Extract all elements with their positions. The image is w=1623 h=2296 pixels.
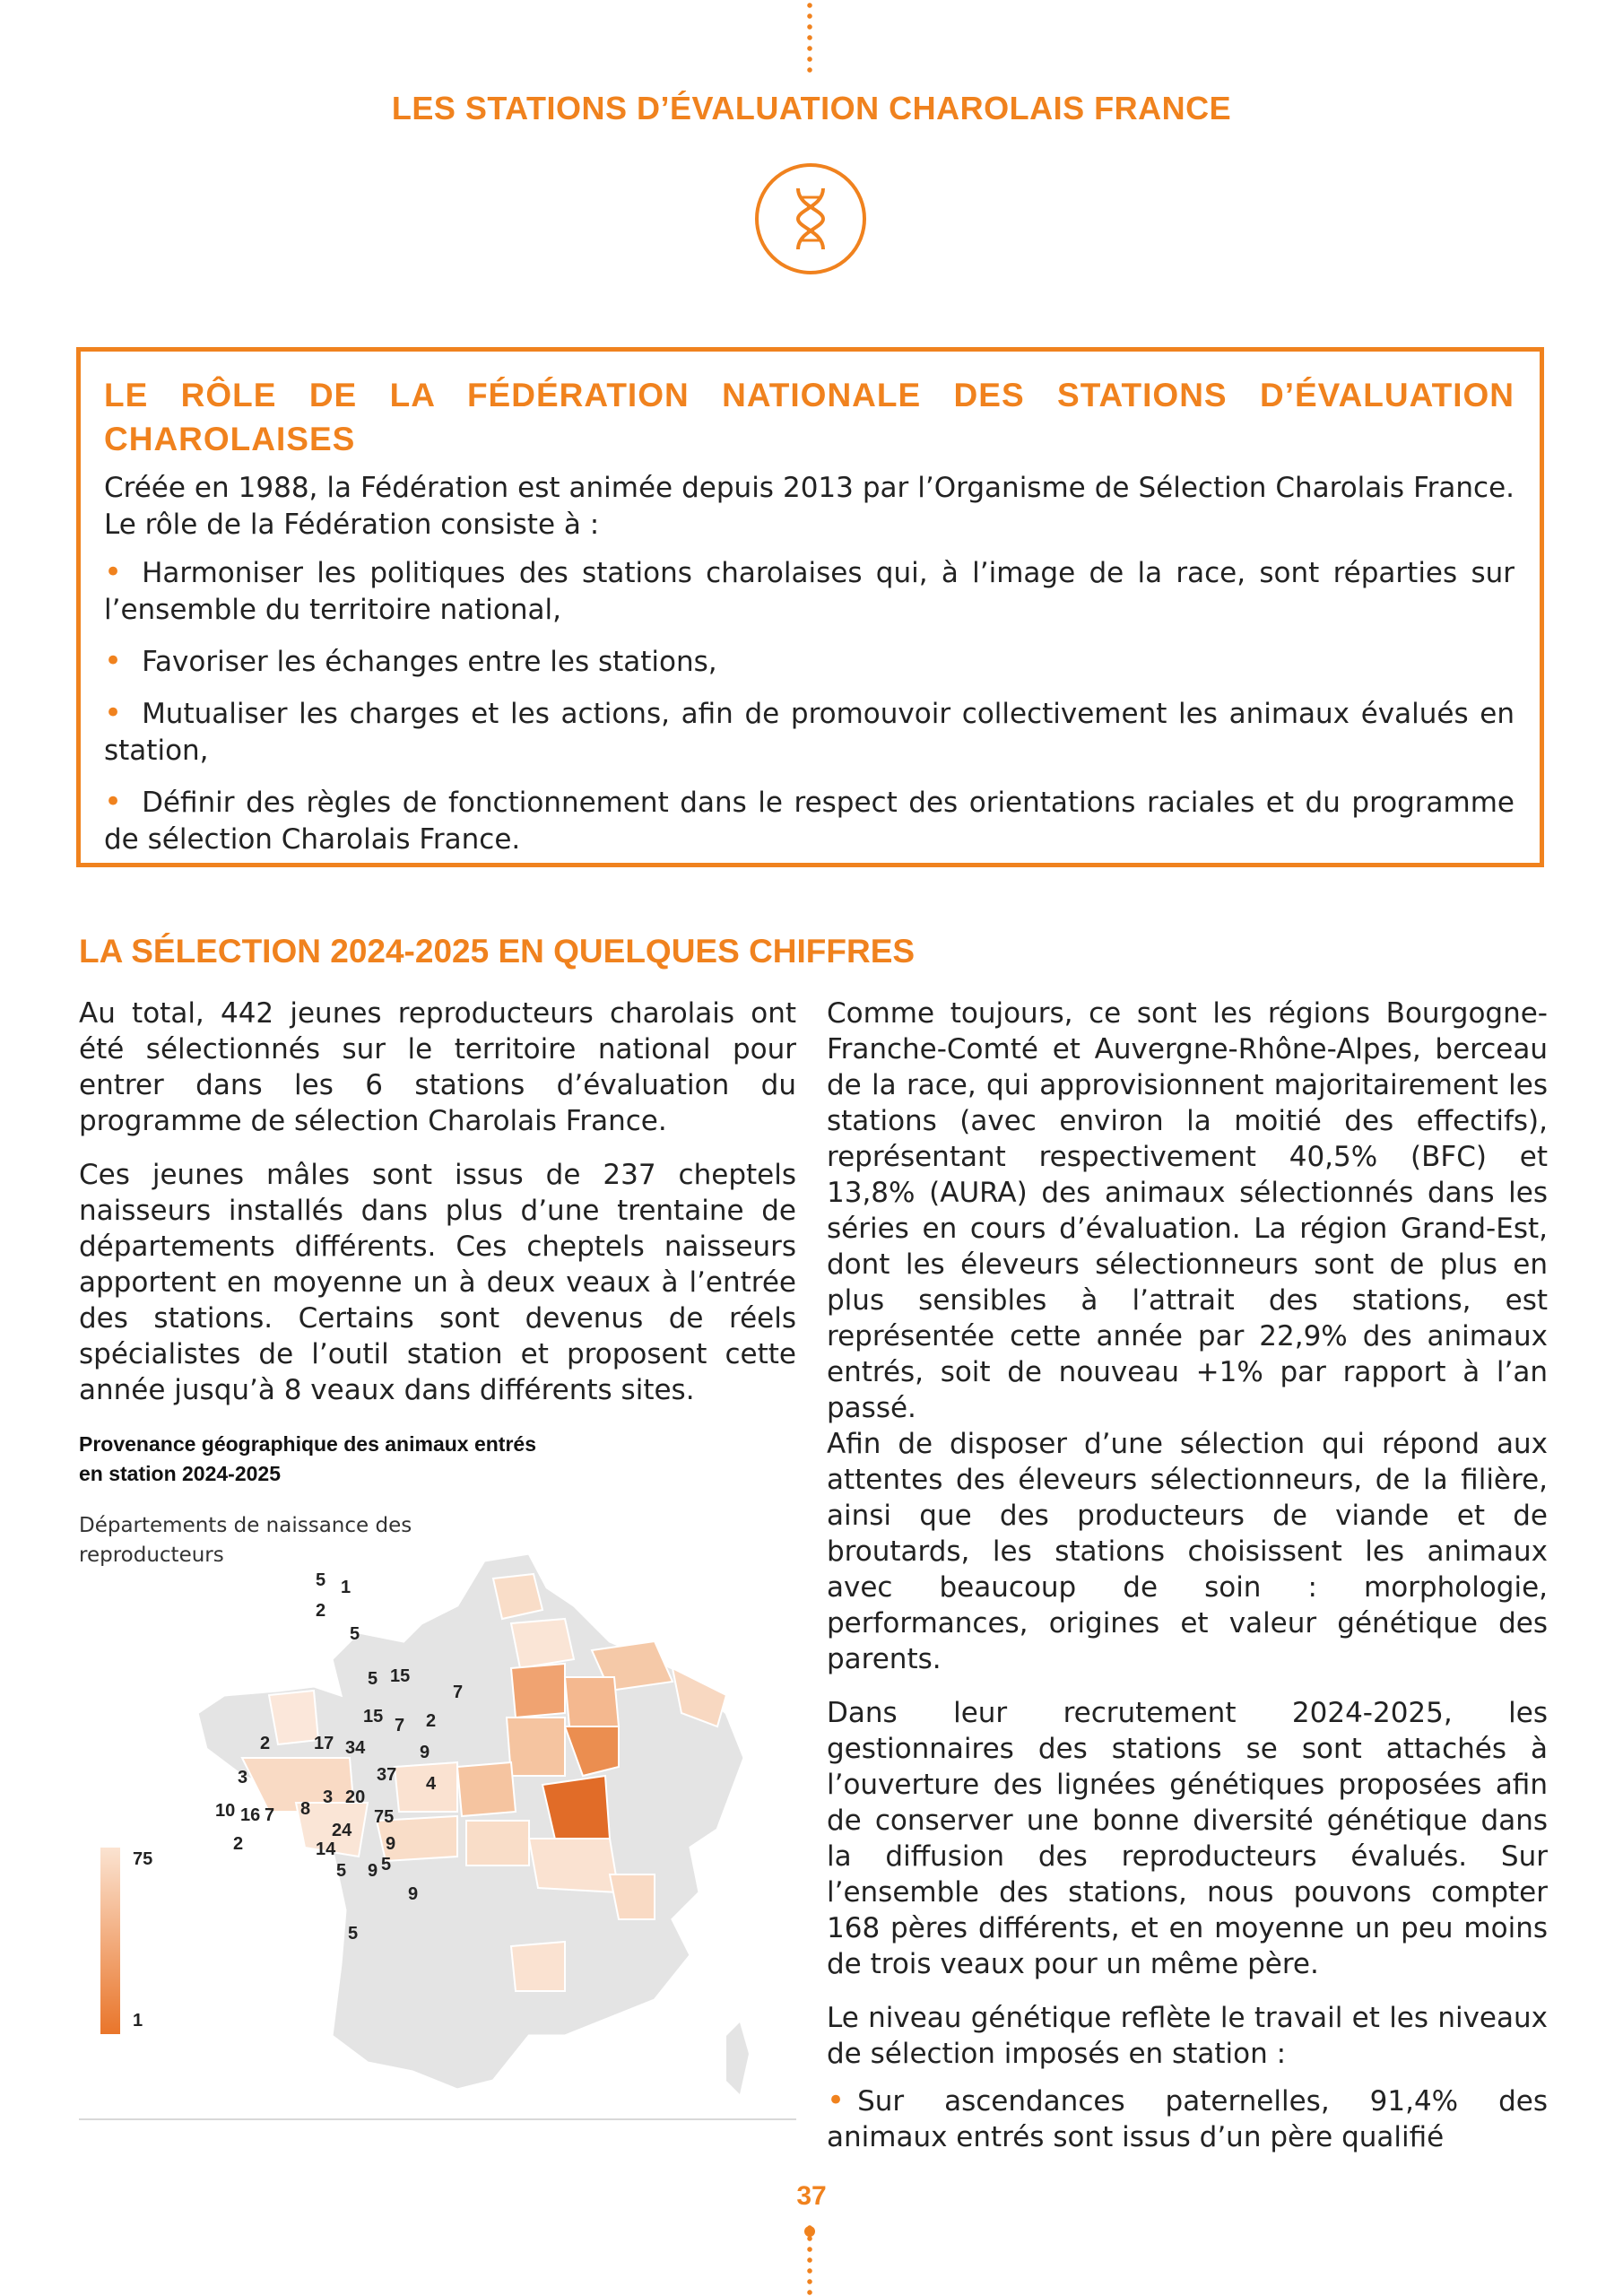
map-value: 10 [215, 1801, 236, 1821]
page-header-title: LES STATIONS D’ÉVALUATION CHAROLAIS FRANCE [391, 90, 1232, 126]
map-value: 5 [381, 1855, 392, 1874]
role-bullet-list [104, 554, 1515, 858]
department-region [610, 1874, 655, 1919]
department-region [511, 1619, 574, 1668]
list-item [104, 695, 1515, 770]
role-title: LE RÔLE DE LA FÉDÉRATION NATIONALE DES STATIONS D’ÉVALUATION CHAROLAISES [104, 377, 1515, 457]
map-value: 8 [300, 1799, 311, 1819]
selection-left-column [79, 996, 796, 1426]
selection-title: LA SÉLECTION 2024-2025 EN QUELQUES CHIFFRES [79, 933, 916, 970]
department-region [493, 1574, 542, 1619]
map-value: 2 [260, 1734, 271, 1753]
paragraph: Dans leur recrutement 2024-2025, les gestionnaires des stations se sont attachés à l’ouverture des lignées génétiques proposées afin de conserver une bonne diversité génétique dans la diffusion des reproducteurs évalués. Sur l’ensemble des stations, nous pouvons compter 168 pères différents, et en moyenne un peu moins de trois veaux pour un même père. [827, 1697, 1548, 1980]
role-bullet-text: Définir des règles de fonctionnement dans le respect des orientations raciales et du programme de sélection Charolais France. [104, 787, 1515, 856]
map-value: 24 [332, 1821, 352, 1840]
map-value: 9 [408, 1884, 419, 1904]
map-value: 5 [336, 1861, 347, 1881]
list-item [104, 554, 1515, 629]
map-value: 2 [233, 1834, 244, 1854]
map-value: 3 [323, 1787, 334, 1807]
map-value: 16 [240, 1805, 261, 1825]
divider [79, 2118, 796, 2120]
bottom-dotted-line [806, 2222, 813, 2296]
selection-right-column [827, 996, 1548, 2173]
department-region [511, 1664, 565, 1718]
bullet-icon: • [104, 643, 123, 679]
corsica-outline [726, 2022, 749, 2094]
bullet-icon: • [104, 695, 123, 731]
list-item [104, 643, 1515, 681]
map-value: 9 [368, 1861, 378, 1881]
map-value: 15 [363, 1707, 384, 1726]
map-value: 17 [314, 1734, 334, 1753]
map-value: 9 [386, 1834, 396, 1854]
paragraph: Ces jeunes mâles sont issus de 237 cheptels naisseurs installés dans plus d’une trentaine de départements différents. Ces cheptels naisseurs apportent en moyenne un à deux veaux à l’entrée des stations. Certains sont devenus de réels spécialistes de l’outil station et proposent cette année jusqu’à 8 veaux dans différents sites. [79, 1159, 796, 1406]
map-value: 7 [453, 1683, 464, 1702]
map-value: 5 [368, 1669, 378, 1689]
role-intro: Créée en 1988, la Fédération est animée depuis 2013 par l’Organisme de Sélection Charolais France. Le rôle de la Fédération consiste à : [104, 472, 1515, 541]
role-bullet-text: Mutualiser les charges et les actions, afin de promouvoir collectivement les animaux évalués en station, [104, 698, 1515, 767]
bullet-icon: • [827, 2083, 846, 2118]
paragraph: Le niveau génétique reflète le travail et les niveaux de sélection imposés en station : [827, 2002, 1548, 2070]
map-value: 2 [426, 1711, 437, 1731]
department-region [511, 1942, 565, 1991]
map-value: 5 [348, 1924, 359, 1944]
map-title: Provenance géographique des animaux entrés en station 2024-2025 [79, 1432, 536, 1485]
role-bullet-text: Favoriser les échanges entre les stations, [142, 646, 717, 678]
map-value: 9 [420, 1743, 430, 1762]
map-value: 15 [390, 1666, 411, 1686]
department-region [565, 1677, 619, 1726]
map-value: 3 [238, 1768, 248, 1787]
map-value: 7 [265, 1805, 275, 1825]
role-bullet-text: Harmoniser les politiques des stations charolaises qui, à l’image de la race, sont réparties sur l’ensemble du territoire national, [104, 557, 1515, 626]
france-departments-map [188, 1534, 798, 2108]
map-value: 5 [350, 1624, 360, 1644]
map-value: 34 [345, 1738, 366, 1758]
map-value: 1 [341, 1578, 352, 1597]
map-value: 14 [316, 1839, 336, 1859]
page-number: 37 [796, 2181, 827, 2211]
top-dotted-line [806, 0, 813, 76]
map-value: 4 [426, 1774, 437, 1794]
department-region [529, 1839, 619, 1892]
bullet-icon: • [104, 554, 123, 590]
list-item [827, 2083, 1548, 2155]
legend-min-label: 1 [133, 2011, 143, 2031]
map-value: 75 [374, 1807, 395, 1827]
legend-gradient-bar [100, 1848, 120, 2034]
role-box [76, 347, 1544, 867]
paragraph: Afin de disposer d’une sélection qui répond aux attentes des éleveurs sélectionneurs, de la filière, ainsi que des producteurs de viande et de broutards, les stations choisissent les animaux avec beaucoup de soin : morphologie, performances, origines et valeur génétique des parents. [827, 1428, 1548, 1675]
department-region [269, 1691, 318, 1744]
dna-icon [753, 161, 868, 276]
map-value: 5 [316, 1570, 326, 1590]
map-value: 37 [377, 1765, 397, 1785]
bullet-icon: • [104, 784, 123, 820]
department-region [466, 1821, 529, 1866]
map-value: 20 [345, 1787, 366, 1807]
paragraph: Au total, 442 jeunes reproducteurs charolais ont été sélectionnés sur le territoire national pour entrer dans les 6 stations d’évaluation du programme de sélection Charolais France. [79, 997, 796, 1137]
department-region [507, 1718, 565, 1776]
department-region [457, 1762, 516, 1816]
map-value: 7 [395, 1716, 405, 1735]
list-item [104, 784, 1515, 858]
map-subtitle: Départements de naissance des reproducteurs [79, 1514, 412, 1567]
paragraph: Comme toujours, ce sont les régions Bourgogne-Franche-Comté et Auvergne-Rhône-Alpes, berceau de la race, qui approvisionnent majoritairement les stations (avec environ la moitié des effectifs), représentant respectivement 40,5% (BFC) et 13,8% (AURA) des animaux sélectionnés dans les séries en cours d’évaluation. La région Grand-Est, dont les éleveurs sélectionneurs sont de plus en plus sensibles à l’attrait des stations, est représentée cette année par 22,9% des animaux entrés, soit de nouveau +1% par rapport à l’an passé. [827, 997, 1548, 1424]
bullet-text: Sur ascendances paternelles, 91,4% des animaux entrés sont issus d’un père qualifié [827, 2085, 1548, 2153]
legend-max-label: 75 [133, 1849, 153, 1869]
map-value: 2 [316, 1601, 326, 1621]
